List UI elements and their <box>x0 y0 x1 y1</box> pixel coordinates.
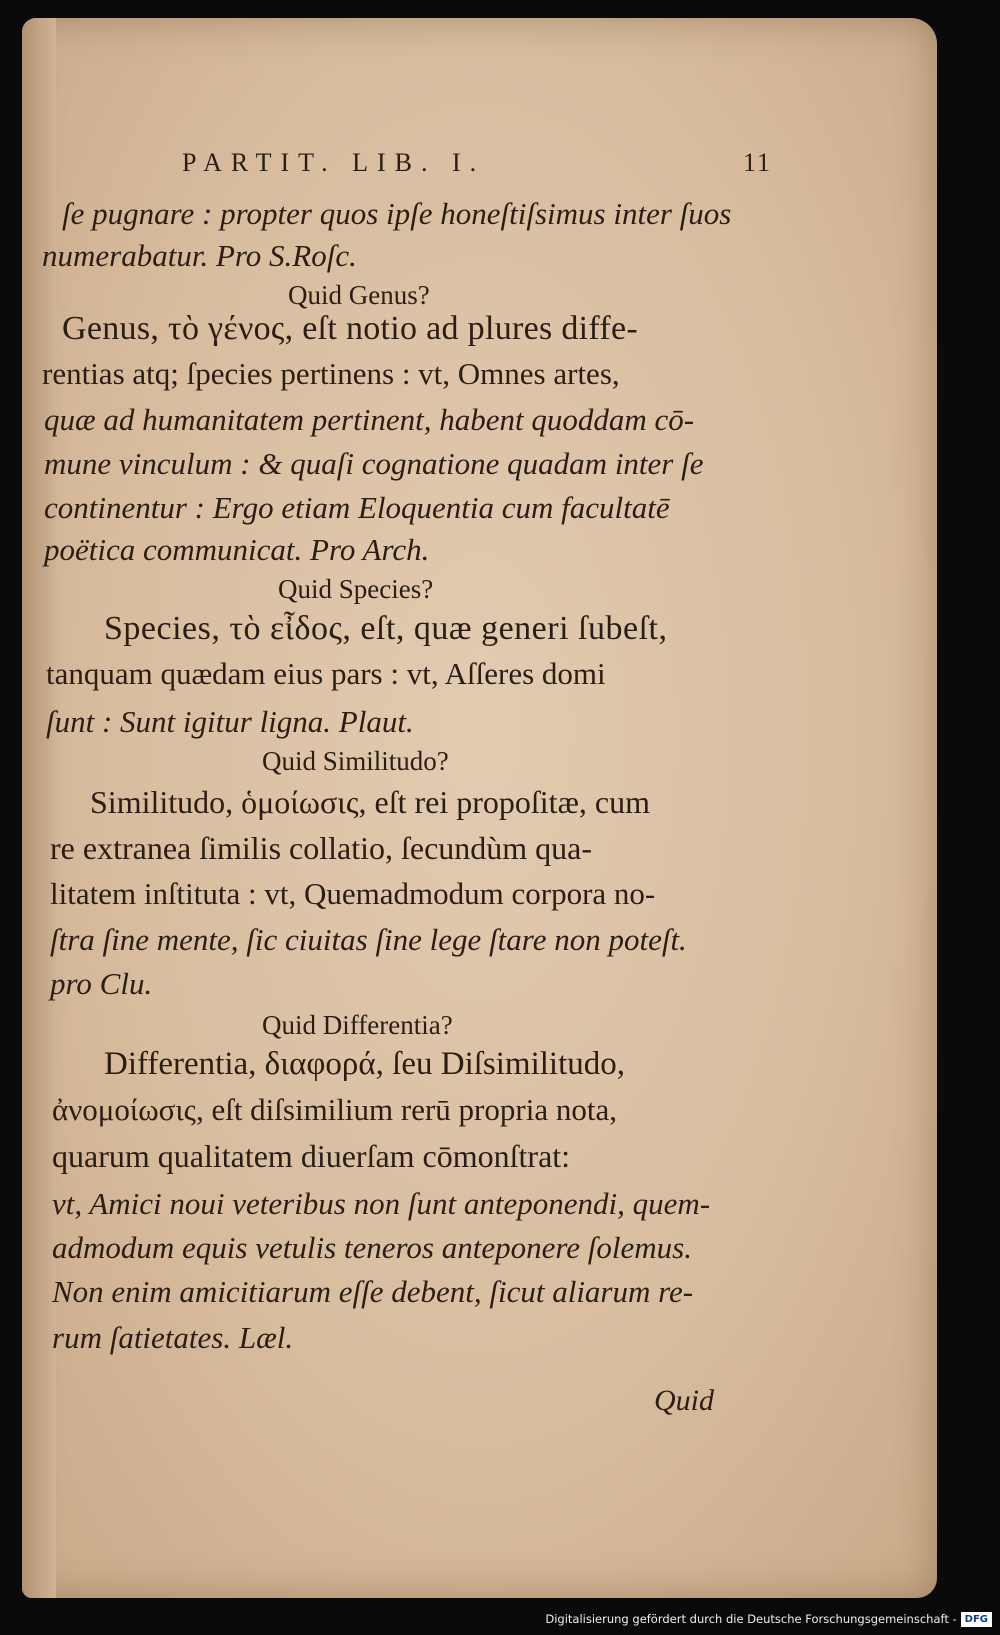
text-line: Species, τὸ εἶδος, eſt, quæ generi ſubeſt, <box>104 610 668 647</box>
text-line: Similitudo, ὁμοίωσις, eſt rei propoſitæ, cum <box>90 784 650 820</box>
text-line: Non enim amicitiarum eſſe debent, ſicut aliarum re- <box>52 1274 694 1309</box>
text-line: tanquam quædam eius pars : vt, Aſſeres domi <box>46 656 606 691</box>
question-heading: Quid Genus? <box>288 280 430 310</box>
text-line: continentur : Ergo etiam Eloquentia cum facultatē <box>44 490 670 525</box>
catchword: Quid <box>654 1384 714 1417</box>
running-head-title: PARTIT. LIB. I. <box>182 148 486 177</box>
text-line: vt, Amici noui veteribus non ſunt anteponendi, quem- <box>52 1186 711 1221</box>
text-line: Differentia, διαφορά, ſeu Diſsimilitudo, <box>104 1046 626 1082</box>
text-line: Genus, τὸ γένος, eſt notio ad plures diffe- <box>62 310 639 347</box>
text-line: admodum equis vetulis teneros anteponere ſolemus. <box>52 1230 692 1265</box>
text-line: pro Clu. <box>50 966 153 1001</box>
text-line: re extranea ſimilis collatio, ſecundùm qua- <box>50 830 593 866</box>
running-head <box>182 148 772 178</box>
text-line: numerabatur. Pro S.Roſc. <box>42 238 357 273</box>
book-page <box>22 18 937 1598</box>
text-line: quæ ad humanitatem pertinent, habent quoddam cō- <box>44 402 695 437</box>
text-line: ſe pugnare : propter quos ipſe honeſtiſsimus inter ſuos <box>62 196 732 231</box>
digitization-credit <box>545 1609 992 1629</box>
question-heading: Quid Similitudo? <box>262 746 449 776</box>
text-line: ἀνομοίωσις, eſt diſsimilium rerū propria nota, <box>52 1092 617 1127</box>
question-heading: Quid Differentia? <box>262 1010 453 1040</box>
text-line: litatem inſtituta : vt, Quemadmodum corpora no- <box>50 876 656 911</box>
page-number: 11 <box>742 148 772 177</box>
credit-text: Digitalisierung gefördert durch die Deutsche Forschungsgemeinschaft - <box>545 1612 957 1626</box>
text-line: ſtra ſine mente, ſic ciuitas ſine lege ſtare non poteſt. <box>50 922 687 957</box>
text-line: poëtica communicat. Pro Arch. <box>44 532 430 567</box>
dfg-logo: DFG <box>961 1612 992 1627</box>
text-line: ſunt : Sunt igitur ligna. Plaut. <box>46 704 414 739</box>
question-heading: Quid Species? <box>278 574 434 604</box>
text-line: rentias atq; ſpecies pertinens : vt, Omnes artes, <box>42 356 620 391</box>
text-line: rum ſatietates. Læl. <box>52 1320 294 1355</box>
text-line: mune vinculum : & quaſi cognatione quadam inter ſe <box>44 446 704 481</box>
text-line: quarum qualitatem diuerſam cōmonſtrat: <box>52 1138 571 1174</box>
